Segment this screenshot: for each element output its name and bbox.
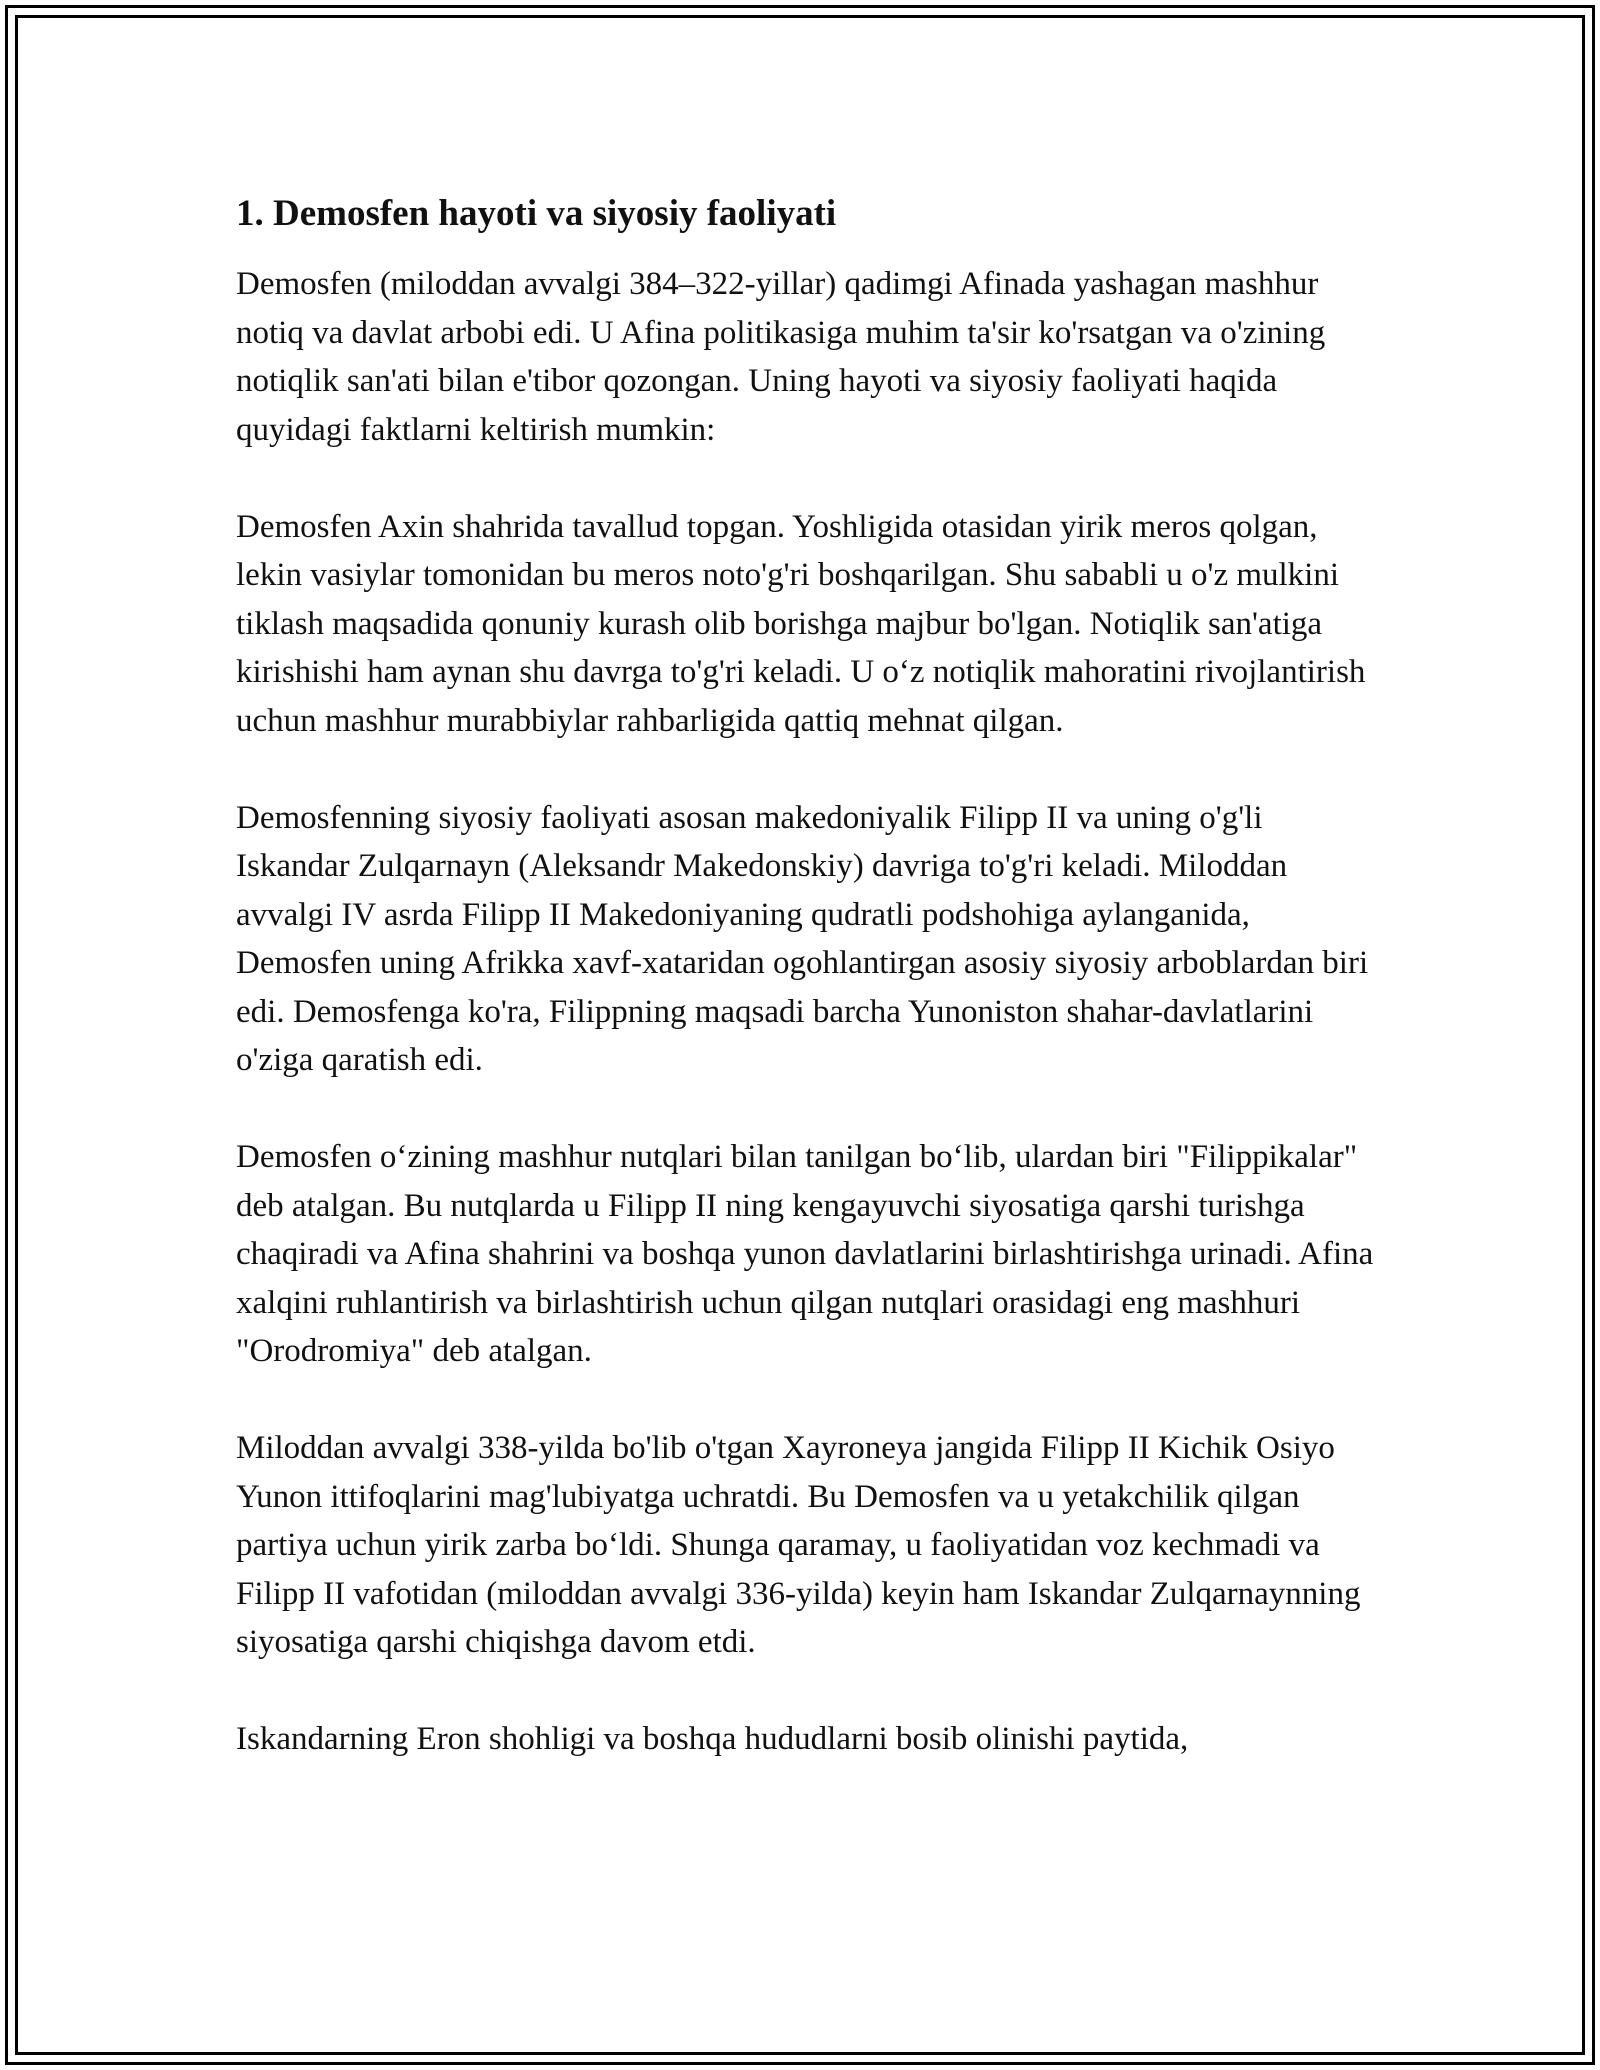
paragraph-chaeronea: Miloddan avvalgi 338-yilda bo'lib o'tgan Xayroneya jangida Filipp II Kichik Osiyo Yunon ittifoqlarini mag'lubiyatga uchratdi. Bu Demosfen va u yetakchilik qilgan partiya uchun yirik zarba boʻldi. Shunga qaramay, u faoliyatidan voz kechmadi va Filipp II vafotidan (miloddan avvalgi 336-yilda) keyin ham Iskandar Zulqarnaynning siyosatiga qarshi chiqishga davom etdi. bbox=[236, 1430, 1361, 1660]
paragraph-alexander: Iskandarning Eron shohligi va boshqa hududlarni bosib olinishi paytida, bbox=[236, 1721, 1189, 1757]
document-body bbox=[236, 188, 1376, 1812]
paragraph-political-activity: Demosfenning siyosiy faoliyati asosan makedoniyalik Filipp II va uning o'g'li Iskandar Zulqarnayn (Aleksandr Makedonskiy) davriga to'g'ri keladi. Miloddan avvalgi IV asrda Filipp II Makedoniyaning qudratli podshohiga aylanganida, Demosfen uning Afrikka xavf-xataridan ogohlantirgan asosiy siyosiy arboblardan biri edi. Demosfenga ko'ra, Filippning maqsadi barcha Yunoniston shahar-davlatlarini o'ziga qaratish edi. bbox=[236, 799, 1369, 1078]
paragraph-intro: Demosfen (miloddan avvalgi 384–322-yillar) qadimgi Afinada yashagan mashhur notiq va davlat arbobi edi. U Afina politikasiga muhim ta'sir ko'rsatgan va o'zining notiqlik san'ati bilan e'tibor qozongan. Uning hayoti va siyosiy faoliyati haqida quyidagi faktlarni keltirish mumkin: bbox=[236, 266, 1326, 448]
paragraph-early-life: Demosfen Axin shahrida tavallud topgan. Yoshligida otasidan yirik meros qolgan, lekin vasiylar tomonidan bu meros noto'g'ri boshqarilgan. Shu sababli u o'z mulkini tiklash maqsadida qonuniy kurash olib borishga majbur bo'lgan. Notiqlik san'atiga kirishishi ham aynan shu davrga to'g'ri keladi. U oʻz notiqlik mahoratini rivojlantirish uchun mashhur murabbiylar rahbarligida qattiq mehnat qilgan. bbox=[236, 508, 1366, 739]
section-heading: 1. Demosfen hayoti va siyosiy faoliyati bbox=[236, 193, 837, 234]
paragraph-speeches: Demosfen oʻzining mashhur nutqlari bilan tanilgan boʻlib, ulardan biri "Filippikalar" deb atalgan. Bu nutqlarda u Filipp II ning kengayuvchi siyosatiga qarshi turishga chaqiradi va Afina shahrini va boshqa yunon davlatlarini birlashtirishga urinadi. Afina xalqini ruhlantirish va birlashtirish uchun qilgan nutqlari orasidagi eng mashhuri "Orodromiya" deb atalgan. bbox=[236, 1139, 1374, 1369]
